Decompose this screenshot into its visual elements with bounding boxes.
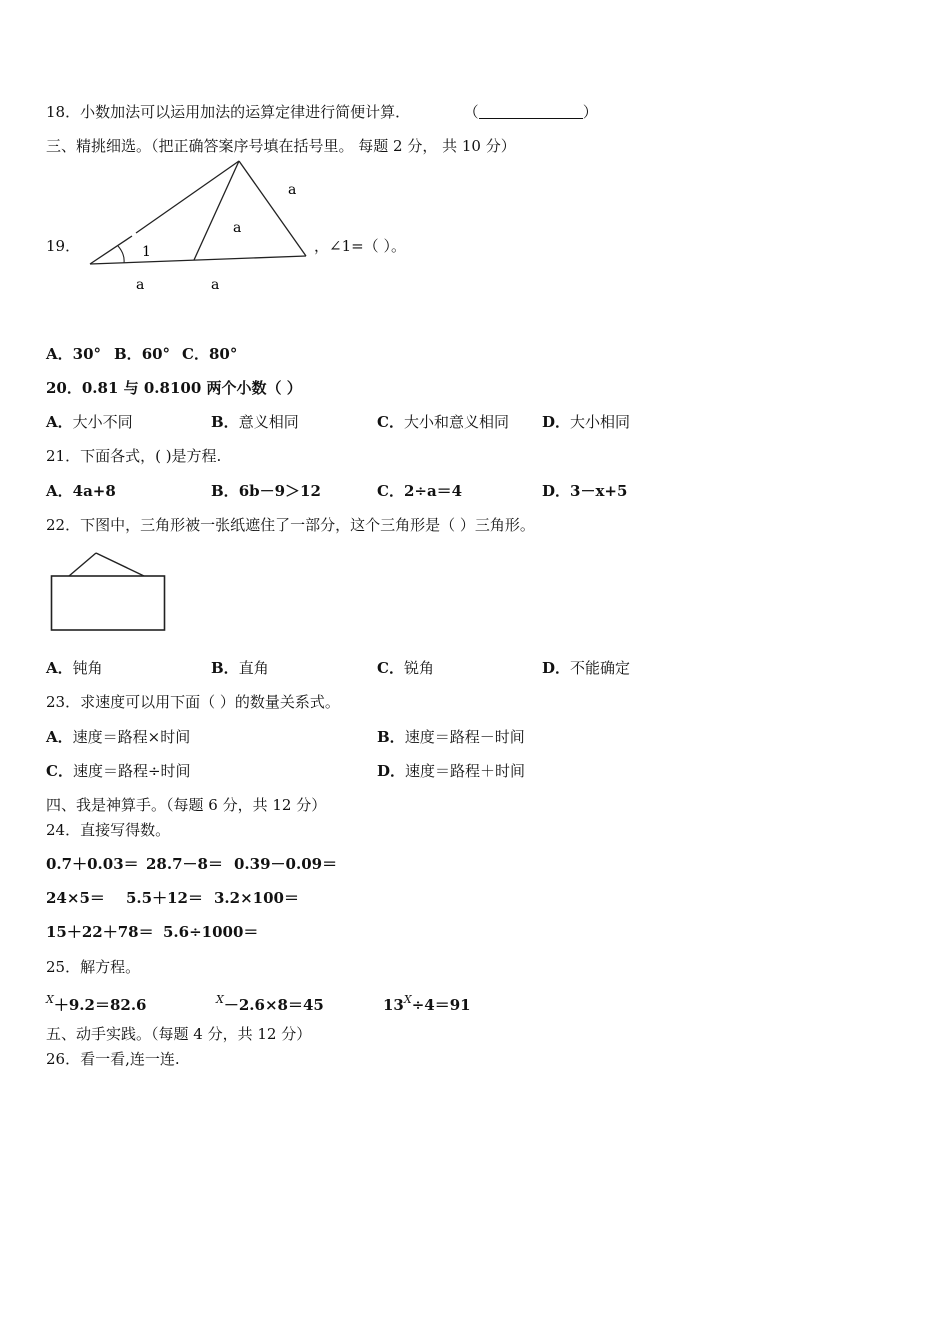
q18-answer-blank[interactable]	[479, 104, 583, 119]
q21-text: 21．下面各式，( )是方程.	[46, 447, 222, 465]
inner-segment	[194, 161, 242, 260]
variable-x: X	[46, 993, 54, 1006]
q25-equation-2: $^X$－2.6×8＝45	[216, 993, 324, 1014]
q18-paren-close: ）	[582, 103, 598, 121]
q23-option-b[interactable]: B．速度＝路程－时间	[377, 728, 525, 746]
q21-option-a[interactable]: A．4a+8	[46, 482, 116, 500]
q21-option-d[interactable]: D．3－x+5	[542, 482, 628, 500]
covering-paper-rectangle	[52, 576, 165, 630]
variable-x: X	[403, 993, 412, 1006]
q24-text: 24．直接写得数。	[46, 821, 171, 839]
q25-equation-1: $^X$＋9.2＝82.6	[46, 993, 147, 1014]
label-bottom-right: a	[211, 277, 220, 293]
q21-option-c[interactable]: C．2÷a＝4	[377, 482, 463, 500]
q20-option-d[interactable]: D．大小相同	[542, 413, 631, 431]
q23-option-d[interactable]: D．速度＝路程＋时间	[377, 762, 526, 780]
q22-text: 22．下图中，三角形被一张纸遮住了一部分，这个三角形是（ ）三角形。	[46, 516, 535, 534]
outer-triangle-left-edge-lower	[90, 236, 132, 264]
q24-item: 15＋22＋78＝	[46, 923, 154, 941]
q23-text: 23．求速度可以用下面（ ）的数量关系式。	[46, 693, 340, 711]
section-4-title: 四、我是神算手。（每题 6 分，共 12 分）	[46, 796, 327, 814]
q24-item: 0.39－0.09＝	[234, 855, 338, 873]
q19-option-b[interactable]: B．60°	[114, 345, 171, 363]
triangle-visible-right-edge	[96, 553, 144, 576]
q22-option-a[interactable]: A．钝角	[46, 659, 103, 677]
q24-item: 5.6÷1000＝	[163, 923, 259, 941]
triangle-visible-left-edge	[69, 553, 96, 576]
q25-equation-3: $13^X\div 4=91$	[383, 993, 471, 1014]
q20-option-c[interactable]: C．大小和意义相同	[377, 413, 509, 431]
q23-option-a[interactable]: A．速度＝路程×时间	[46, 728, 191, 746]
q18-number: 18．	[46, 103, 81, 121]
q22-covered-triangle-figure	[48, 548, 172, 636]
q24-item: 24×5＝	[46, 889, 105, 907]
section-3-title: 三、精挑细选。（把正确答案序号填在括号里。 每题 2 分， 共 10 分）	[46, 137, 516, 155]
q24-item: 28.7－8＝	[146, 855, 223, 873]
outer-triangle-right-edge	[239, 161, 306, 256]
q19-question-tail: ，∠1=（ ）。	[314, 237, 406, 255]
label-angle-1: 1	[142, 244, 151, 260]
q19-option-a[interactable]: A．30°	[46, 345, 102, 363]
q22-option-b[interactable]: B．直角	[211, 659, 269, 677]
outer-triangle-left-edge-upper	[136, 161, 239, 233]
label-bottom-left: a	[136, 277, 145, 293]
q21-option-b[interactable]: B．6b－9＞12	[211, 482, 321, 500]
label-top-side: a	[288, 182, 297, 198]
q22-option-d[interactable]: D．不能确定	[542, 659, 631, 677]
outer-triangle-base	[90, 256, 306, 264]
q26-text: 26．看一看,连一连.	[46, 1050, 180, 1068]
q23-option-c[interactable]: C．速度＝路程÷时间	[46, 762, 191, 780]
label-inner-side: a	[233, 220, 242, 236]
q20-option-a[interactable]: A．大小不同	[46, 413, 133, 431]
q20-text: 20．0.81 与 0.8100 两个小数（ ）	[46, 379, 302, 397]
q20-option-b[interactable]: B．意义相同	[211, 413, 299, 431]
q24-item: 5.5＋12＝	[126, 889, 203, 907]
q19-triangle-figure	[84, 152, 324, 302]
section-5-title: 五、动手实践。（每题 4 分，共 12 分）	[46, 1025, 312, 1043]
question-18	[46, 102, 598, 122]
q18-text: 小数加法可以运用加法的运算定律进行简便计算．	[80, 103, 411, 121]
q19-number: 19．	[46, 237, 81, 255]
angle-1-arc	[118, 246, 124, 263]
q18-paren-open: （	[463, 103, 479, 121]
q22-option-c[interactable]: C．锐角	[377, 659, 434, 677]
q25-text: 25．解方程。	[46, 958, 141, 976]
q24-item: 0.7＋0.03＝	[46, 855, 139, 873]
q24-item: 3.2×100＝	[214, 889, 299, 907]
q19-option-c[interactable]: C．80°	[182, 345, 238, 363]
variable-x: X	[216, 993, 224, 1006]
